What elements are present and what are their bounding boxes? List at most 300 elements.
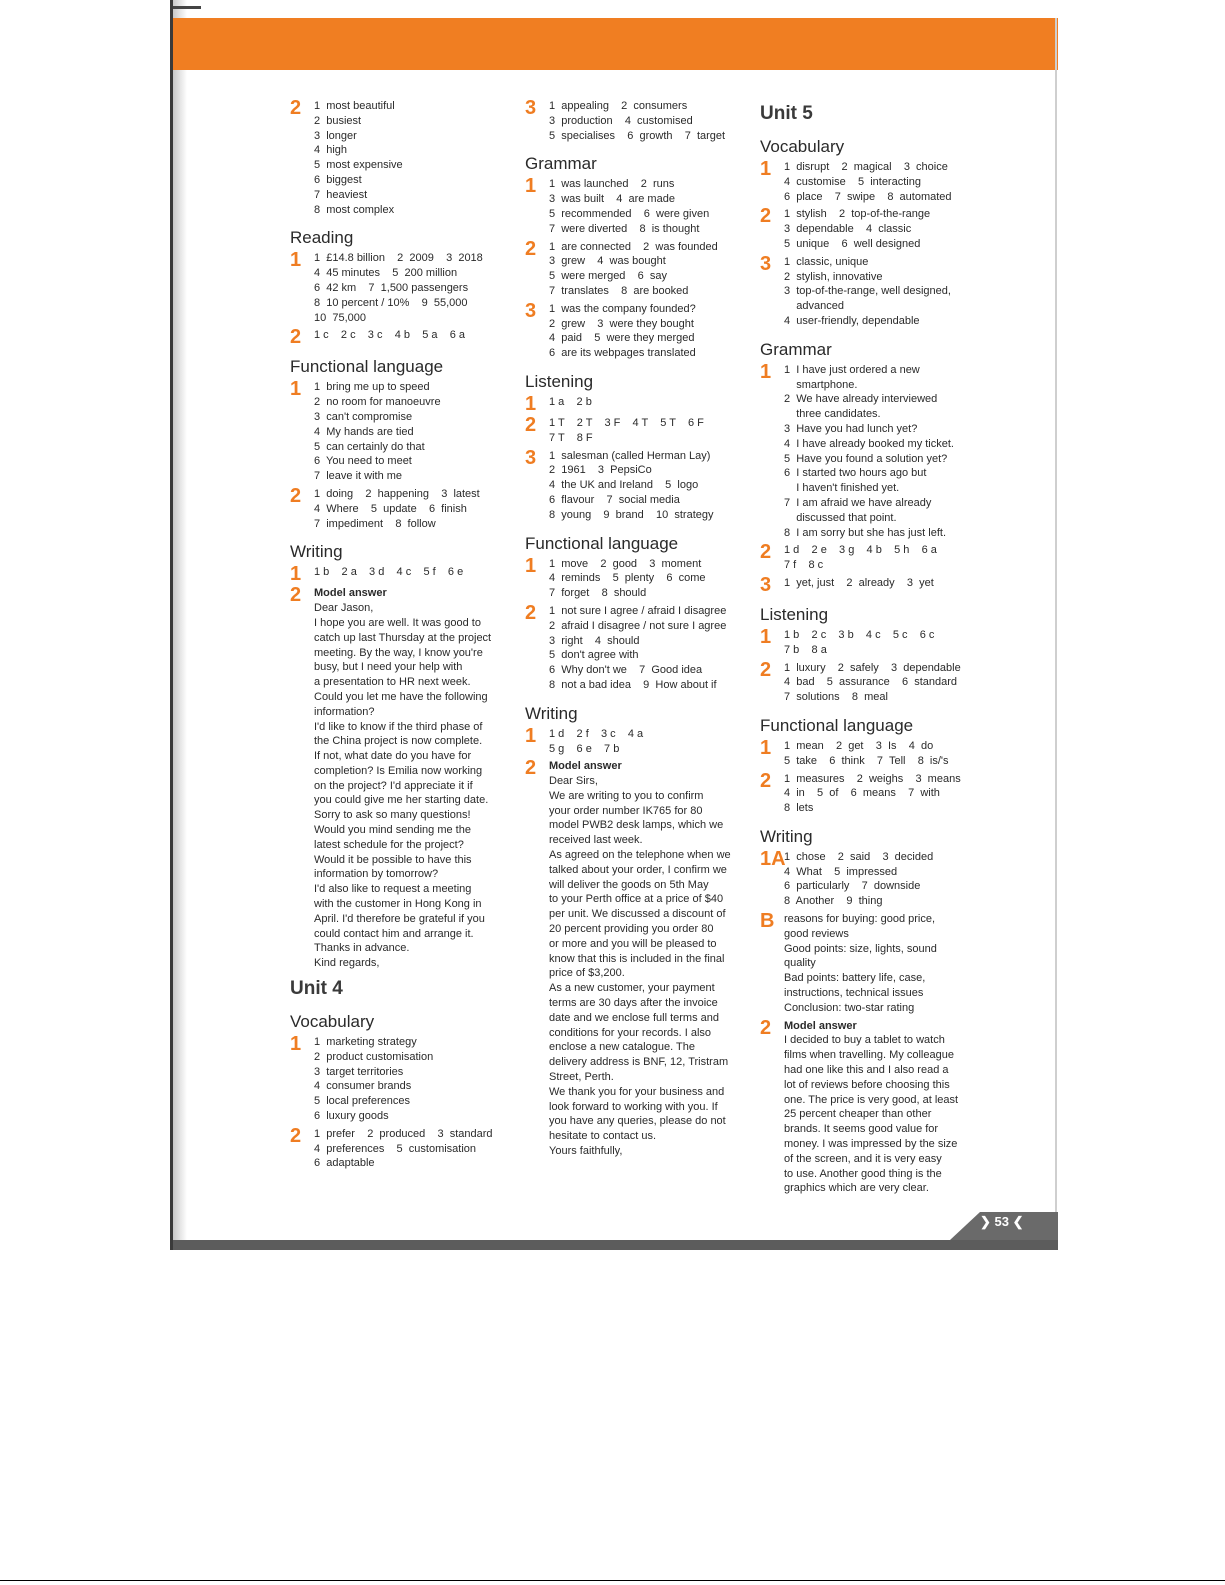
text-line: graphics which are very clear. [784,1182,929,1195]
exercise-number: 1 [290,563,302,586]
section-heading: Grammar [760,339,832,359]
section-heading: Functional language [525,533,679,553]
exercise [760,573,970,596]
exercise-number: 3 [525,299,537,322]
unit-title: Unit 5 [760,103,813,124]
exercise-answers [784,576,934,594]
answer-line: 1 mean 2 get 3 Is 4 do [784,739,934,752]
exercise [290,1035,505,1124]
section-heading: Functional language [290,357,444,377]
exercise-answers [314,1035,433,1124]
answer-line: 3 dependable 4 classic [784,223,912,236]
section-heading: Functional language [760,715,914,735]
answer-line: 2 1961 3 PepsiCo [549,464,652,477]
exercise-number: 2 [760,769,772,792]
text-line: films when travelling. My colleague [784,1049,954,1062]
exercise [290,251,505,325]
answer-line: 1 luxury 2 safely 3 dependable [784,661,961,674]
column-1 [290,96,505,1171]
answer-line: 1 T 2 T 3 F 4 T 5 T 6 F [549,416,704,429]
exercise [290,1124,505,1171]
exercise-number: 2 [760,541,772,564]
exercise [760,847,970,909]
text-line: lot of reviews before choosing this [784,1078,950,1091]
answer-line: 5 were merged 6 say [549,270,667,283]
answer-line: 7 I am afraid we have already [784,496,932,509]
answer-line: 1 are connected 2 was founded [549,240,718,253]
text-line: Kind regards, [314,957,380,970]
answer-line: 4 paid 5 were they merged [549,332,695,345]
answer-line: 6 flavour 7 social media [549,493,680,506]
answer-line: 1 prefer 2 produced 3 standard [314,1127,493,1140]
answer-line: 2 busiest [314,114,362,127]
answer-line: 1 most beautiful [314,100,395,112]
text-line: Sorry to ask so many questions! [314,809,471,822]
exercise-answers [784,1019,958,1197]
answer-line: 7 f 8 c [784,559,824,572]
answer-line: instructions, technical issues [784,987,924,1000]
exercise-number: 1 [290,1033,302,1056]
answer-line: 1 £14.8 billion 2 2009 3 2018 [314,252,483,265]
exercise-number: 3 [525,97,537,119]
answer-line: 2 We have already interviewed [784,393,938,406]
exercise [760,625,970,658]
answer-line: 3 was built 4 are made [549,193,675,206]
answer-line: 8 not a bad idea 9 How about if [549,678,717,691]
answer-line: 6 I started two hours ago but [784,467,927,480]
exercise-number: 2 [525,757,537,780]
exercise-number: 2 [290,97,302,119]
text-line: talked about your order, I confirm we [549,863,727,876]
model-answer-text [314,601,491,971]
exercise [760,769,970,816]
text-line: hesitate to contact us. [549,1130,657,1143]
exercise-answers [549,302,696,361]
exercise-answers [784,255,951,329]
text-line: a presentation to HR next week. [314,676,471,689]
text-line: to use. Another good thing is the [784,1167,942,1180]
answer-line: I haven't finished yet. [784,482,900,495]
answer-line: 5 take 6 think 7 Tell 8 is/'s [784,754,949,767]
exercise-answers [784,850,933,909]
answer-line: 4 preferences 5 customisation [314,1142,477,1155]
text-line: with the customer in Hong Kong in [314,898,482,911]
exercise [525,99,740,143]
text-line: 25 percent cheaper than other [784,1108,932,1121]
exercise [760,912,970,1016]
answer-line: 6 Why don't we 7 Good idea [549,664,703,677]
model-answer-label: Model answer [784,1019,857,1032]
answer-line: 5 most expensive [314,159,403,172]
text-line: Dear Jason, [314,602,374,615]
text-line: Dear Sirs, [549,775,598,788]
exercise-answers [784,363,954,541]
answer-line: 3 grew 4 was bought [549,255,666,268]
answer-line: 1 was the company founded? [549,302,696,315]
answer-line: 6 place 7 swipe 8 automated [784,190,952,203]
answer-line: 8 young 9 brand 10 strategy [549,508,714,521]
text-line: the China project is now complete. [314,735,483,748]
exercise-answers [549,759,731,1159]
page-bottom-line [0,1580,1225,1581]
answer-line: 6 biggest [314,173,362,186]
text-line: information by tomorrow? [314,868,439,881]
answer-line: 1 a 2 b [549,395,592,408]
answer-line: 4 My hands are tied [314,425,414,438]
answer-line: 1 c 2 c 3 c 4 b 5 a 6 a [314,329,466,342]
text-line: As a new customer, your payment [549,982,715,995]
exercise-number: 1 [525,724,537,747]
page-right-edge [1055,18,1057,1250]
answer-line: 5 don't agree with [549,649,639,662]
answer-line: 2 product customisation [314,1050,434,1063]
model-answer-text [549,774,731,1159]
text-line: If not, what date do you have for [314,750,472,763]
text-line: could contact him and arrange it. [314,927,474,940]
text-line: terms are 30 days after the invoice [549,997,718,1010]
exercise-number: 1 [290,249,302,272]
answer-line: 6 You need to meet [314,455,412,468]
exercise-answers [314,380,441,484]
answer-line: 1 doing 2 happening 3 latest [314,487,480,500]
exercise-answers [549,557,706,601]
scan-shadow [173,0,187,1250]
answer-line: 5 specialises 6 growth 7 target [549,129,726,142]
answer-line: 8 10 percent / 10% 9 55,000 [314,296,468,309]
answer-line: 8 I am sorry but she has just left. [784,526,947,539]
answer-line: 4 bad 5 assurance 6 standard [784,676,958,689]
answer-line: 1 d 2 f 3 c 4 a [549,727,644,740]
answer-line: 3 Have you had lunch yet? [784,422,918,435]
column-3 [760,96,970,1196]
text-line: model PWB2 desk lamps, which we [549,819,724,832]
exercise [525,413,740,446]
answer-line: 8 lets [784,802,814,815]
text-line: or more and you will be pleased to [549,937,717,950]
answer-line: 7 were diverted 8 is thought [549,222,700,235]
exercise-number: 2 [525,237,537,260]
answer-line: discussed that point. [784,511,897,524]
text-line: I hope you are well. It was good to [314,616,481,629]
text-line: We are writing to you to confirm [549,789,704,802]
answer-line: three candidates. [784,408,881,421]
text-line: Would you mind sending me the [314,824,471,837]
answer-line: 4 the UK and Ireland 5 logo [549,479,699,492]
answer-line: 1 I have just ordered a new [784,363,920,376]
answer-line: 7 heaviest [314,188,368,201]
exercise-number: 2 [525,601,537,624]
text-line: completion? Is Emilia now working [314,764,483,777]
answer-line: 6 42 km 7 1,500 passengers [314,281,469,294]
answer-line: smartphone. [784,378,858,391]
exercise [525,299,740,361]
text-line: know that this is included in the final [549,952,725,965]
section-heading: Vocabulary [290,1012,375,1032]
answer-line: 3 right 4 should [549,634,640,647]
exercise-number: 3 [760,573,772,596]
answer-line: Good points: size, lights, sound [784,942,937,955]
exercise-answers [784,739,949,769]
answer-line: advanced [784,300,844,313]
text-line: As agreed on the telephone when we [549,849,731,862]
exercise [290,99,505,217]
answer-line: 4 consumer brands [314,1080,412,1093]
exercise-answers [314,99,403,217]
section-heading: Listening [760,604,829,624]
text-line: information? [314,705,375,718]
text-line: delivery address is BNF, 12, Tristram [549,1056,729,1069]
text-line: enclose a new catalogue. The [549,1041,695,1054]
text-line: 20 percent providing you order 80 [549,923,714,936]
exercise [525,724,740,757]
text-line: I'd like to know if the third phase of [314,720,483,733]
answer-line: 3 production 4 customised [549,114,693,127]
exercise-number: 2 [760,205,772,228]
exercise-answers [784,207,930,251]
exercise-number: 2 [525,413,537,436]
answer-line: 3 top-of-the-range, well designed, [784,285,951,298]
text-line: We thank you for your business and [549,1085,725,1098]
exercise-answers [549,727,643,757]
exercise-answers [784,543,937,573]
exercise [525,177,740,236]
exercise [760,207,970,251]
exercise-number: 1 [760,625,772,648]
exercise [760,160,970,204]
model-answer-label: Model answer [314,587,387,600]
exercise-answers [314,1127,493,1171]
exercise-answers [784,160,952,204]
section-heading: Listening [525,371,594,391]
text-line: I'd also like to request a meeting [314,883,472,896]
answer-line: 4 reminds 5 plenty 6 come [549,572,706,585]
answer-line: 3 longer [314,129,357,142]
exercise-number: 2 [290,326,302,349]
exercise-answers [549,449,714,523]
exercise-answers [549,395,592,413]
answer-line: Bad points: battery life, case, [784,972,926,985]
exercise-answers [314,251,483,325]
text-line: look forward to working with you. If [549,1100,718,1113]
section-heading: Writing [290,542,343,562]
answer-line: 1 disrupt 2 magical 3 choice [784,161,948,173]
text-line: conditions for your records. I also [549,1026,712,1039]
answer-line: 1 move 2 good 3 moment [549,557,702,570]
exercise-number: 1 [760,158,772,180]
answer-line: 5 recommended 6 were given [549,207,710,220]
answer-line: 5 unique 6 well designed [784,237,921,250]
answer-line: 5 Have you found a solution yet? [784,452,948,465]
exercise [760,252,970,329]
answer-line: quality [784,957,816,970]
footer-band [173,1240,1058,1250]
exercise [290,586,505,971]
answer-line: 2 grew 3 were they bought [549,317,694,330]
text-line: meeting. By the way, I know you're [314,646,483,659]
answer-line: 1 appealing 2 consumers [549,100,688,112]
text-line: you have any queries, please do not [549,1115,726,1128]
answer-line: 4 user-friendly, dependable [784,314,920,327]
answer-line: 10 75,000 [314,311,366,324]
exercise-number: 1 [525,392,537,415]
text-line: had one like this and I also read a [784,1064,949,1077]
exercise-answers [549,177,709,236]
answer-line: 1 chose 2 said 3 decided [784,850,934,863]
exercise [525,446,740,523]
page-number: ❯ 53 ❮ [980,1214,1024,1229]
exercise [525,601,740,693]
exercise-answers [314,328,465,346]
answer-line: 1 not sure I agree / afraid I disagree [549,604,727,617]
exercise-number: 1A [760,847,786,870]
answer-line: 6 luxury goods [314,1110,389,1123]
answer-line: 1 stylish 2 top-of-the-range [784,208,931,221]
answer-line: 1 was launched 2 runs [549,178,675,191]
exercise-answers [784,628,934,658]
section-heading: Reading [290,228,354,248]
answer-line: 7 solutions 8 meal [784,691,888,704]
text-line: one. The price is very good, at least [784,1093,959,1106]
answer-line: 4 customise 5 interacting [784,175,921,188]
answer-line: 6 adaptable [314,1157,375,1170]
exercise-answers [314,586,491,971]
answer-line: 7 T 8 F [549,431,593,444]
answer-line: 7 leave it with me [314,470,403,483]
answer-line: 7 translates 8 are booked [549,284,689,297]
text-line: received last week. [549,834,643,847]
answer-line: 1 yet, just 2 already 3 yet [784,576,934,589]
exercise-number: 1 [760,736,772,759]
text-line: you could give me her starting date. [314,794,489,807]
section-heading: Writing [760,826,813,846]
text-line: Yours faithfully, [549,1145,623,1158]
section-heading: Grammar [525,154,597,174]
text-line: busy, but I need your help with [314,661,463,674]
text-line: Would it be possible to have this [314,853,472,866]
text-line: I decided to buy a tablet to watch [784,1034,945,1047]
model-answer-label: Model answer [549,760,622,773]
text-line: Street, Perth. [549,1071,614,1084]
answer-line: 5 can certainly do that [314,440,425,453]
top-tick [173,6,201,9]
exercise-number: 1 [525,554,537,577]
exercise-answers [549,99,725,143]
text-line: brands. It seems good value for [784,1123,939,1136]
exercise-answers [784,772,961,816]
exercise-number: 1 [525,175,537,198]
answer-line: 1 d 2 e 3 g 4 b 5 h 6 a [784,544,937,557]
exercise-number: 2 [290,484,302,507]
answer-line: 4 45 minutes 5 200 million [314,267,458,280]
answer-line: 3 target territories [314,1065,404,1078]
column-2 [525,96,740,1159]
exercise-answers [314,565,463,583]
answer-line: 4 Where 5 update 6 finish [314,502,467,515]
exercise-answers [549,416,704,446]
answer-line: 1 measures 2 weighs 3 means [784,772,961,785]
exercise-answers [314,487,480,531]
answer-line: 8 Another 9 thing [784,895,883,908]
answer-line: reasons for buying: good price, [784,913,936,926]
answer-line: 2 afraid I disagree / not sure I agree [549,619,727,632]
answer-line: 7 impediment 8 follow [314,517,436,530]
answer-line: 1 b 2 c 3 b 4 c 5 c 6 c [784,628,935,641]
exercise [760,543,970,573]
text-line: latest schedule for the project? [314,838,464,851]
text-line: money. I was impressed by the size [784,1138,958,1151]
answer-line: good reviews [784,927,849,940]
exercise [525,237,740,299]
exercise-number: 2 [760,1016,772,1039]
exercise [760,1016,970,1197]
exercise [760,360,970,541]
answer-line: 1 marketing strategy [314,1036,417,1049]
answer-line: 1 bring me up to speed [314,381,430,394]
exercise-number: 3 [760,252,772,275]
exercise [760,658,970,705]
answer-line: 3 can't compromise [314,410,413,423]
unit-title: Unit 4 [290,978,343,1000]
exercise-answers [784,912,937,1016]
text-line: of the screen, and it is very easy [784,1152,942,1165]
exercise [525,554,740,601]
exercise-number: 1 [760,360,772,383]
text-line: to your Perth office at a price of $40 [549,893,724,906]
answer-line: 7 b 8 a [784,643,827,656]
text-line: date and we enclose full terms and [549,1011,719,1024]
answer-line: 4 high [314,144,348,157]
answer-line: 4 I have already booked my ticket. [784,437,954,450]
answer-line: 6 particularly 7 downside [784,880,921,893]
exercise [290,380,505,484]
exercise [290,484,505,531]
text-line: will deliver the goods on 5th May [549,878,709,891]
exercise [525,759,740,1159]
text-line: catch up last Thursday at the project [314,631,492,644]
exercise-number: B [760,910,775,933]
section-heading: Writing [525,703,578,723]
answer-line: 4 in 5 of 6 means 7 with [784,787,940,800]
text-line: Thanks in advance. [314,942,410,955]
answer-line: 2 no room for manoeuvre [314,396,441,409]
model-answer-text [784,1033,958,1196]
answer-line: 1 classic, unique [784,255,869,268]
text-line: Could you let me have the following [314,690,488,703]
answer-line: 7 forget 8 should [549,587,647,600]
answer-line: 5 local preferences [314,1095,410,1108]
answer-line: 1 b 2 a 3 d 4 c 5 f 6 e [314,566,464,579]
answer-line: 4 What 5 impressed [784,865,898,878]
text-line: price of $3,200. [549,967,625,980]
header-band [173,18,1058,70]
exercise-number: 2 [760,658,772,681]
exercise-number: 1 [290,378,302,401]
answer-line: 2 stylish, innovative [784,270,883,283]
book-spine-edge [170,0,173,1250]
exercise-answers [549,240,718,299]
section-heading: Vocabulary [760,137,845,156]
answer-line: Conclusion: two-star rating [784,1001,915,1014]
exercise-answers [549,604,726,693]
exercise-number: 3 [525,446,537,469]
answer-line: 6 are its webpages translated [549,347,696,360]
exercise [290,563,505,586]
answer-line: 5 g 6 e 7 b [549,742,620,755]
text-line: on the project? I'd appreciate it if [314,779,473,792]
text-line: April. I'd therefore be grateful if you [314,912,485,925]
exercise-number: 2 [290,1124,302,1147]
text-line: your order number IK765 for 80 [549,804,703,817]
